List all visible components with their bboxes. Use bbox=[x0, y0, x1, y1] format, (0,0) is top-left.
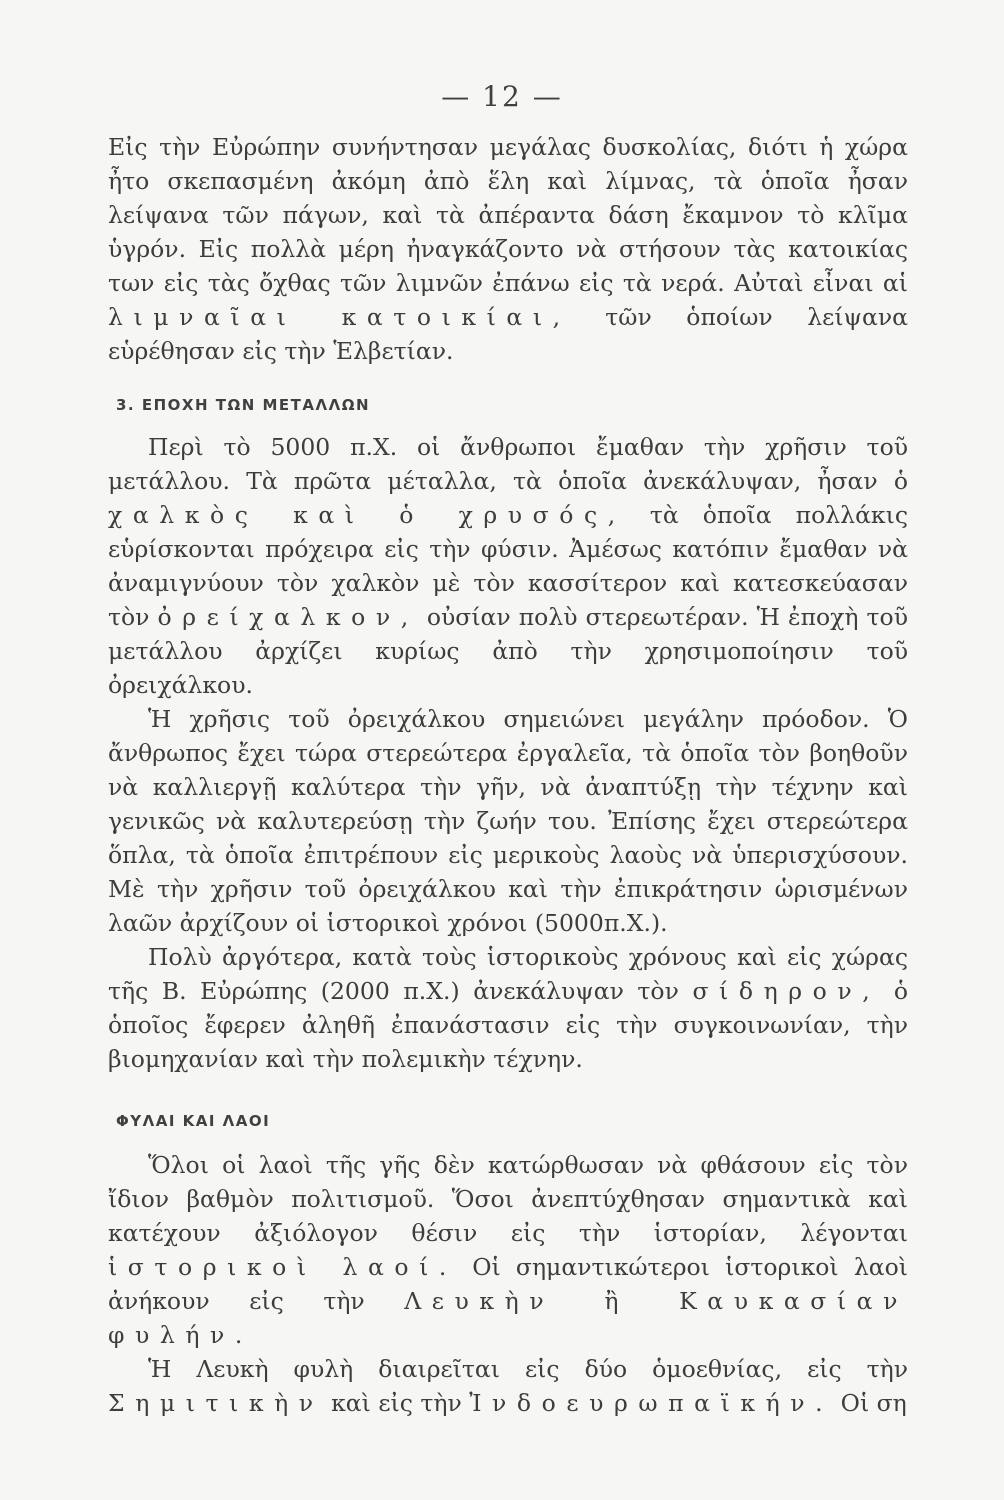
spaced-term-indoeuropean: Ἰνδοευρωπαϊκήν. bbox=[469, 1389, 834, 1417]
metals-text-block bbox=[108, 430, 908, 1076]
races-text-block bbox=[108, 1148, 908, 1420]
races-p2-text-b: καὶ εἰς τὴν bbox=[331, 1389, 462, 1417]
intro-paragraph bbox=[108, 130, 908, 368]
spaced-term-lake-dwellings: λιμναῖαι κατοικίαι, bbox=[108, 303, 571, 331]
races-p1-text-a: Ὅλοι οἱ λαοὶ τῆς γῆς δὲν κατώρθωσαν νὰ φθάσουν εἰς τὸν ἴδιον βαθμὸν πολιτισμοῦ. Ὅσοι ἀνεπτύχθησαν σημαντικὰ καὶ κατέχουν ἀξιόλογον θέσιν εἰς τὴν ἱστορίαν, λέγονται bbox=[108, 1151, 908, 1247]
metals-p3-text-a: Πολὺ ἀργότερα, κατὰ τοὺς ἱστορικοὺς χρόνους καὶ εἰς χώρας τῆς Β. Εὐρώπης (2000 π.Χ.) ἀνεκάλυψαν τὸν bbox=[108, 943, 908, 1005]
races-p2-text-a: Ἡ Λευκὴ φυλὴ διαιρεῖται εἰς δύο ὁμοεθνίας, εἰς τὴν bbox=[148, 1355, 908, 1383]
spaced-term-white-race: Λευκὴν ἢ Καυκασίαν φυλήν. bbox=[108, 1287, 908, 1349]
spaced-term-semitic: Σημιτικὴν bbox=[108, 1389, 324, 1417]
metals-p1-text-a: Περὶ τὸ 5000 π.Χ. οἱ ἄνθρωποι ἔμαθαν τὴν χρῆσιν τοῦ μετάλλου. Τὰ πρῶτα μέταλλα, τὰ ὁποῖα ἀνεκάλυψαν, ἦσαν ὁ bbox=[108, 433, 908, 495]
races-p1-text-b: Οἱ σημαντικώτεροι ἱστορικοὶ λαοὶ ἀνήκουν εἰς τὴν bbox=[108, 1253, 908, 1315]
races-paragraph-2 bbox=[108, 1352, 908, 1420]
intro-paragraph-text: Εἰς τὴν Εὐρώπην συνήντησαν μεγάλας δυσκολίας, διότι ἡ χώρα ἦτο σκεπασμένη ἀκόμη ἀπὸ ἕλη καὶ λίμνας, τὰ ὁποῖα ἦσαν λείψανα τῶν πάγων, καὶ τὰ ἀπέραντα δάση ἔκαμνον τὸ κλῖμα ὑγρόν. Εἰς πολλὰ μέρη ἠναγκάζοντο νὰ στήσουν τὰς κατοικίας των εἰς τὰς ὄχθας τῶν λιμνῶν ἐπάνω εἰς τὰ νερά. Αὐταὶ εἶναι αἱ bbox=[108, 133, 908, 297]
metals-p3-text-b: ὁ ὁποῖος ἔφερεν ἀληθῆ ἐπανάστασιν εἰς τὴν συγκοινωνίαν, τὴν βιομηχανίαν καὶ τὴν πολεμικὴν τέχνην. bbox=[108, 977, 908, 1073]
metals-paragraph-3 bbox=[108, 940, 908, 1076]
intro-text-block bbox=[108, 130, 908, 368]
metals-p1-text-c: οὐσίαν πολὺ στερεωτέραν. Ἡ ἐποχὴ τοῦ μετάλλου ἀρχίζει κυρίως ἀπὸ τὴν χρησιμοποίησιν τοῦ ὀρειχάλκου. bbox=[108, 603, 908, 699]
metals-paragraph-1 bbox=[108, 430, 908, 702]
page-number: — 12 — bbox=[441, 80, 563, 113]
spaced-term-iron: σίδηρον, bbox=[692, 977, 881, 1005]
races-p2-text-c: Οἱ ση bbox=[840, 1389, 907, 1417]
metals-paragraph-2: Ἡ χρῆσις τοῦ ὀρειχάλκου σημειώνει μεγάλην πρόοδον. Ὁ ἄνθρωπος ἔχει τώρα στερεώτερα ἐργαλεῖα, τὰ ὁποῖα τὸν βοηθοῦν νὰ καλλιεργῇ καλύτερα τὴν γῆν, νὰ ἀναπτύξῃ τὴν τέχνην καὶ γενικῶς νὰ καλυτερεύσῃ τὴν ζωήν του. Ἐπίσης ἔχει στερεώτερα ὅπλα, τὰ ὁποῖα ἐπιτρέπουν εἰς μερικοὺς λαοὺς νὰ ὑπερισχύσουν. Μὲ τὴν χρῆσιν τοῦ ὀρειχάλκου καὶ τὴν ἐπικράτησιν ὡρισμένων λαῶν ἀρχίζουν οἱ ἱστορικοὶ χρόνοι (5000π.Χ.). bbox=[108, 705, 908, 937]
spaced-term-copper-gold: χαλκὸς καὶ ὁ χρυσός, bbox=[108, 501, 626, 529]
section-heading-metals: 3. ΕΠΟΧΗ ΤΩΝ ΜΕΤΑΛΛΩΝ bbox=[116, 396, 371, 414]
spaced-term-bronze: ὀρείχαλκον, bbox=[157, 603, 419, 631]
metals-p1-text-b: τὰ ὁποῖα πολλάκις εὑρίσκονται πρόχειρα εἰς τὴν φύσιν. Ἀμέσως κατόπιν ἔμαθαν νὰ ἀναμιγνύουν τὸν χαλκὸν μὲ τὸν κασσίτερον καὶ κατεσκεύασαν τὸν bbox=[108, 501, 908, 631]
intro-paragraph-end: τῶν ὁποίων λείψανα εὑρέθησαν εἰς τὴν Ἑλβετίαν. bbox=[108, 303, 908, 365]
section-heading-races: ΦΥΛΑΙ ΚΑΙ ΛΑΟΙ bbox=[116, 1112, 271, 1130]
spaced-term-historical-peoples: ἱστορικοὶ λαοί. bbox=[108, 1253, 457, 1281]
races-paragraph-1 bbox=[108, 1148, 908, 1352]
